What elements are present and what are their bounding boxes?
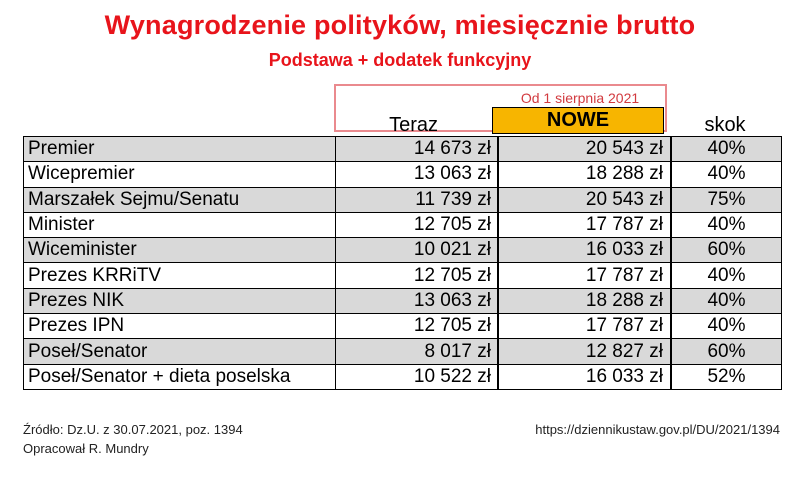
row-jump-cell: 40% bbox=[671, 137, 782, 162]
row-jump-cell: 40% bbox=[671, 162, 782, 187]
row-now-cell: 8 017 zł bbox=[336, 339, 499, 364]
table-row bbox=[24, 238, 782, 263]
row-jump-cell: 52% bbox=[671, 364, 782, 389]
row-new-cell: 16 033 zł bbox=[498, 238, 671, 263]
effective-date-label: Od 1 sierpnia 2021 bbox=[520, 90, 640, 106]
row-name-cell: Wicepremier bbox=[24, 162, 336, 187]
row-now-cell: 10 021 zł bbox=[336, 238, 499, 263]
row-new-cell: 17 787 zł bbox=[498, 314, 671, 339]
row-name-cell: Prezes NIK bbox=[24, 288, 336, 313]
row-now-cell: 11 739 zł bbox=[336, 187, 499, 212]
row-new-cell: 20 543 zł bbox=[498, 187, 671, 212]
row-name-cell: Prezes KRRiTV bbox=[24, 263, 336, 288]
table-row bbox=[24, 137, 782, 162]
source-note: Źródło: Dz.U. z 30.07.2021, poz. 1394 bbox=[23, 422, 243, 437]
table-row bbox=[24, 212, 782, 237]
table-row bbox=[24, 263, 782, 288]
row-new-cell: 18 288 zł bbox=[498, 288, 671, 313]
row-now-cell: 10 522 zł bbox=[336, 364, 499, 389]
row-jump-cell: 75% bbox=[671, 187, 782, 212]
row-name-cell: Wiceminister bbox=[24, 238, 336, 263]
salary-table bbox=[23, 136, 782, 390]
column-header-new: NOWE bbox=[492, 107, 664, 134]
row-jump-cell: 40% bbox=[671, 314, 782, 339]
row-now-cell: 13 063 zł bbox=[336, 162, 499, 187]
row-new-cell: 12 827 zł bbox=[498, 339, 671, 364]
author-note: Opracował R. Mundry bbox=[23, 441, 149, 456]
row-name-cell: Poseł/Senator bbox=[24, 339, 336, 364]
row-name-cell: Minister bbox=[24, 212, 336, 237]
row-new-cell: 20 543 zł bbox=[498, 137, 671, 162]
row-now-cell: 12 705 zł bbox=[336, 314, 499, 339]
row-now-cell: 12 705 zł bbox=[336, 212, 499, 237]
row-new-cell: 18 288 zł bbox=[498, 162, 671, 187]
row-name-cell: Prezes IPN bbox=[24, 314, 336, 339]
row-new-cell: 17 787 zł bbox=[498, 263, 671, 288]
chart-subtitle: Podstawa + dodatek funkcyjny bbox=[268, 50, 532, 70]
table-row bbox=[24, 187, 782, 212]
row-now-cell: 12 705 zł bbox=[336, 263, 499, 288]
row-new-cell: 17 787 zł bbox=[498, 212, 671, 237]
table-row bbox=[24, 162, 782, 187]
row-jump-cell: 60% bbox=[671, 238, 782, 263]
row-name-cell: Poseł/Senator + dieta poselska bbox=[24, 364, 336, 389]
column-header-now: Teraz bbox=[389, 114, 438, 136]
row-now-cell: 14 673 zł bbox=[336, 137, 499, 162]
chart-title: Wynagrodzenie polityków, miesięcznie brutto bbox=[104, 10, 696, 40]
table-row bbox=[24, 314, 782, 339]
row-name-cell: Marszałek Sejmu/Senatu bbox=[24, 187, 336, 212]
row-now-cell: 13 063 zł bbox=[336, 288, 499, 313]
row-jump-cell: 40% bbox=[671, 263, 782, 288]
table-row bbox=[24, 288, 782, 313]
row-name-cell: Premier bbox=[24, 137, 336, 162]
row-jump-cell: 60% bbox=[671, 339, 782, 364]
source-url: https://dziennikustaw.gov.pl/DU/2021/1394 bbox=[535, 422, 780, 437]
column-header-jump: skok bbox=[704, 114, 746, 136]
row-new-cell: 16 033 zł bbox=[498, 364, 671, 389]
row-jump-cell: 40% bbox=[671, 212, 782, 237]
row-jump-cell: 40% bbox=[671, 288, 782, 313]
table-row bbox=[24, 364, 782, 389]
table-row bbox=[24, 339, 782, 364]
